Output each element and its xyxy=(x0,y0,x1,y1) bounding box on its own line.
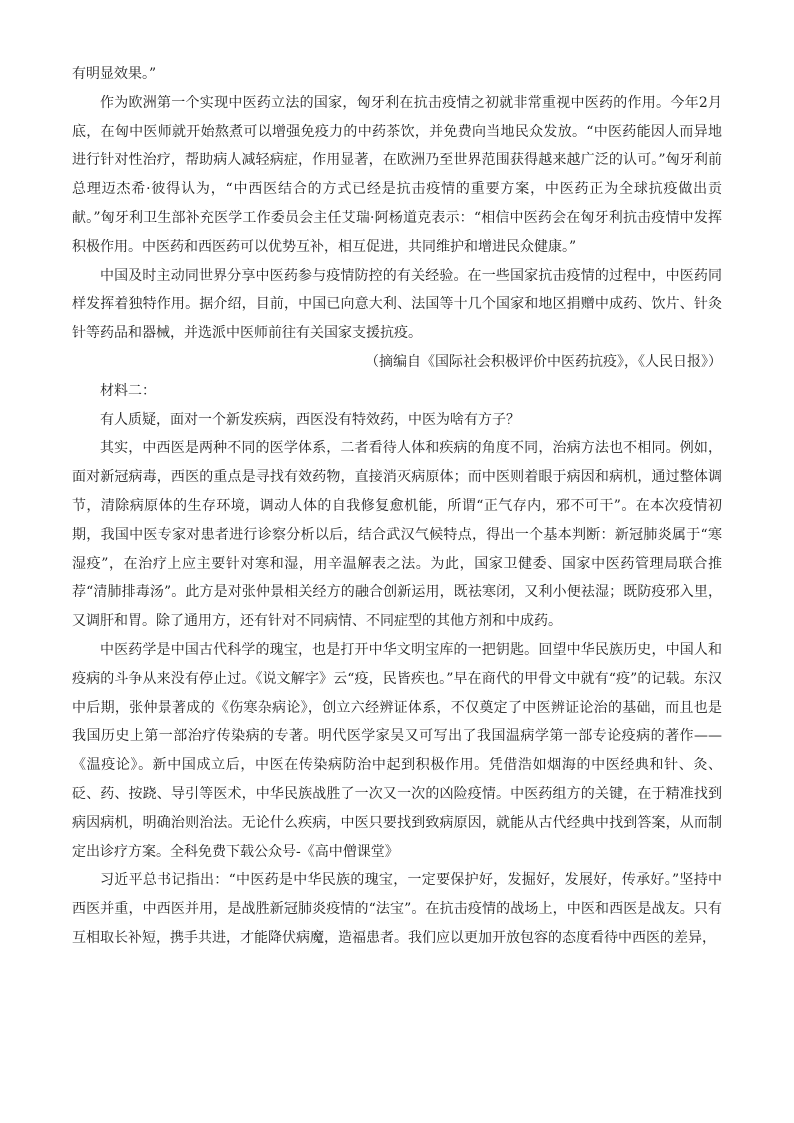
paragraph-xi-quote: 习近平总书记指出：“中医药是中华民族的瑰宝，一定要保护好，发掘好，发展好，传承好。”坚持中西医并重，中西医并用，是战胜新冠肺炎疫情的“法宝”。在抗击疫情的战场上，中医和西医是战友。只有互相取长补短，携手共进，才能降伏病魔，造福患者。我们应以更加开放包容的态度看待中西医的差异， xyxy=(72,872,722,946)
paragraph-question: 有人质疑，面对一个新发疾病，西医没有特效药，中医为啥有方子？ xyxy=(100,411,520,428)
paragraph-continuation: 有明显效果。” xyxy=(72,66,157,82)
paragraph-hungary: 作为欧洲第一个实现中医药立法的国家，匈牙利在抗击疫情之初就非常重视中医药的作用。今年2月底，在匈中医师就开始熬煮可以增强免疫力的中药茶饮，并免费向当地民众发放。“中医药能因人而异地进行针对性治疗，帮助病人减轻病症，作用显著，在欧洲乃至世界范围获得越来越广泛的认可。”匈牙利前总理迈杰希·彼得认为，“中西医结合的方式已经是抗击疫情的重要方案，中医药正为全球抗疫做出贡献。”匈牙利卫生部补充医学工作委员会主任艾瑞·阿杨道克表示：“相信中医药会在匈牙利抗击疫情中发挥积极作用。中医药和西医药可以优势互补，相互促进，共同维护和增进民众健康。” xyxy=(72,94,722,255)
paragraph-two-systems: 其实，中西医是两种不同的医学体系，二者看待人体和疾病的角度不同，治病方法也不相同。例如，面对新冠病毒，西医的重点是寻找有效药物，直接消灭病原体；而中医则着眼于病因和病机，通过整体调节，清除病原体的生存环境，调动人体的自我修复愈机能，所谓“正气存内，邪不可干”。在本次疫情初期，我国中医专家对患者进行诊察分析以后，结合武汉气候特点，得出一个基本判断：新冠肺炎属于“寒湿疫”，在治疗上应主要针对寒和湿，用辛温解表之法。为此，国家卫健委、国家中医药管理局联合推荐“清肺排毒汤”。此方是对张仲景相关经方的融合创新运用，既祛寒闭，又利小便祛湿；既防疫邪入里，又调肝和胃。除了通用方，还有针对不同病情、不同症型的其他方剂和中成药。 xyxy=(72,440,722,630)
section-heading-material-two: 材料二： xyxy=(100,382,156,399)
source-citation: （摘编自《国际社会积极评价中医药抗疫》，《人民日报》） xyxy=(365,353,722,370)
paragraph-tcm-history: 中医药学是中国古代科学的瑰宝，也是打开中华文明宝库的一把钥匙。回望中华民族历史，中国人和疫病的斗争从来没有停止过。《说文解字》云“疫，民皆疾也。”早在商代的甲骨文中就有“疫”的记载。东汉中后期，张仲景著成的《伤寒杂病论》，创立六经辨证体系，不仅奠定了中医辨证论治的基础，而且也是我国历史上第一部治疗传染病的专著。明代医学家吴又可写出了我国温病学第一部专论疫病的著作——《温疫论》。新中国成立后，中医在传染病防治中起到积极作用。凭借浩如烟海的中医经典和针、灸、砭、药、按跷、导引等医术，中华民族战胜了一次又一次的凶险疫情。中医药组方的关键，在于精准找到病因病机，明确治则治法。无论什么疾病，中医只要找到致病原因，就能从古代经典中找到答案，从而制定出诊疗方案。全科免费下载公众号-《高中僧课堂》 xyxy=(72,641,722,860)
paragraph-china-sharing: 中国及时主动同世界分享中医药参与疫情防控的有关经验。在一些国家抗击疫情的过程中，中医药同样发挥着独特作用。据介绍，目前，中国已向意大利、法国等十几个国家和地区捐赠中成药、饮片、针灸针等药品和器械，并选派中医师前往有关国家支援抗疫。 xyxy=(72,267,722,342)
document-page xyxy=(72,60,722,953)
